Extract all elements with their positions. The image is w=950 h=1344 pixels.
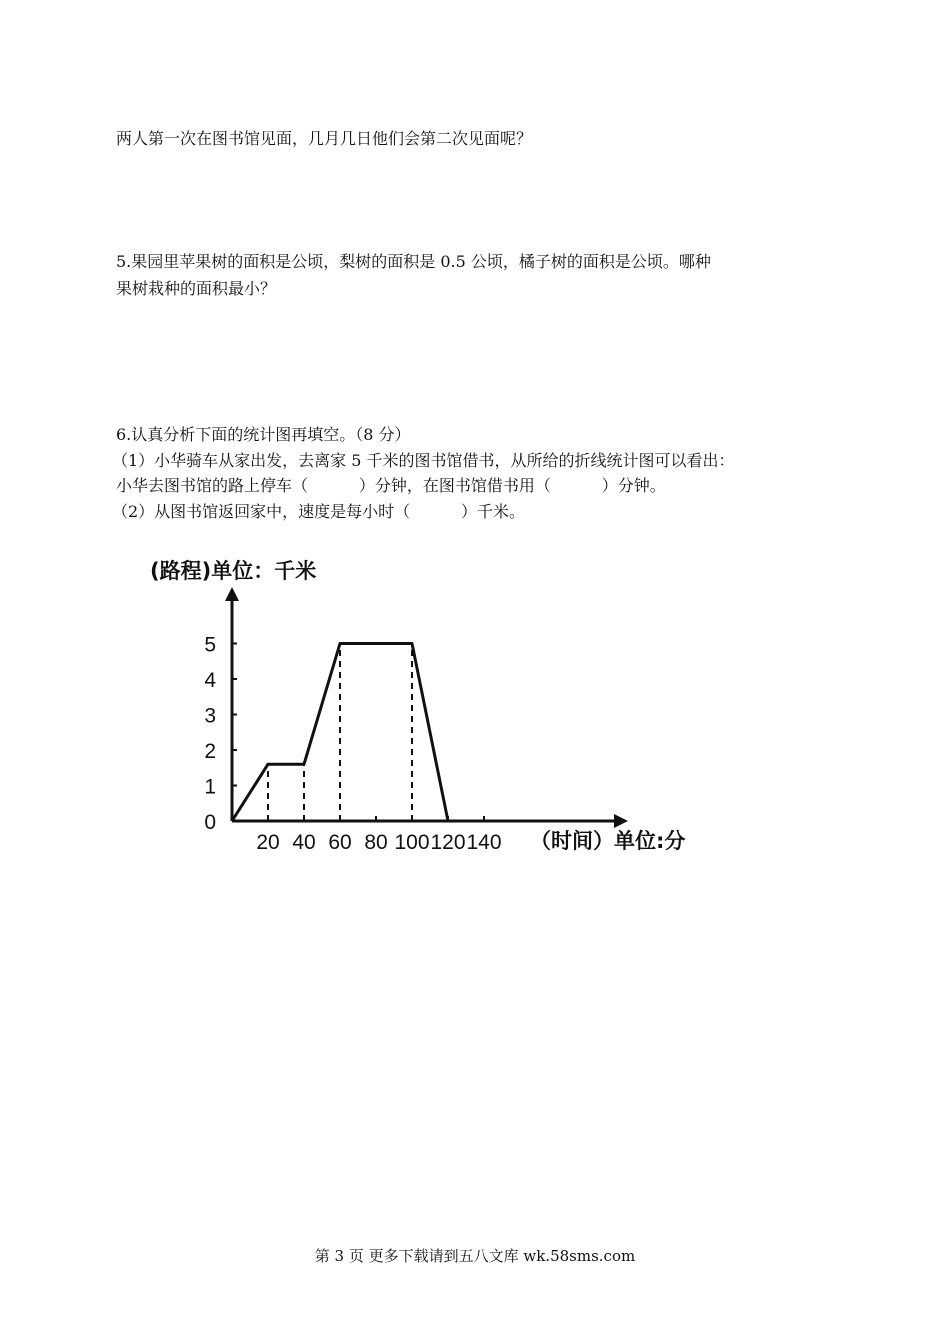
y-tick-label: 0 xyxy=(204,811,216,834)
y-axis-arrow xyxy=(225,587,239,601)
x-tick-label: 40 xyxy=(292,831,316,854)
x-tick-label: 20 xyxy=(256,831,280,854)
y-tick-label: 3 xyxy=(204,704,216,728)
distance-time-chart xyxy=(130,550,750,870)
y-tick-label: 5 xyxy=(204,633,216,657)
q5-line-2: 果树栽种的面积最小？ xyxy=(116,279,277,298)
q4-tail-line: 两人第一次在图书馆见面，几月几日他们会第二次见面呢？ xyxy=(116,129,533,148)
guide-lines xyxy=(268,644,412,822)
x-tick-label: 120 xyxy=(430,831,466,854)
x-tick-label: 80 xyxy=(364,831,388,854)
q6-title: 6.认真分析下面的统计图再填空。（8 分） xyxy=(116,425,411,444)
page-footer: 第 3 页 更多下载请到五八文库 wk.58sms.com xyxy=(314,1247,636,1265)
x-tick-label: 140 xyxy=(466,831,502,854)
q6-part2: （2）从图书馆返回家中，速度是每小时（ ）千米。 xyxy=(112,502,526,521)
x-tick-label: 60 xyxy=(328,831,352,854)
y-tick-label: 1 xyxy=(204,775,216,799)
q6-part1-line-2: 小华去图书馆的路上停车（ ）分钟，在图书馆借书用（ ）分钟。 xyxy=(116,476,666,495)
x-axis-arrow xyxy=(614,814,628,828)
q5-line-1: 5.果园里苹果树的面积是公顷，梨树的面积是 0.5 公顷，橘子树的面积是公顷。哪种 xyxy=(116,252,711,271)
x-axis-label: （时间）单位:分 xyxy=(530,829,686,853)
y-tick-label: 4 xyxy=(204,669,216,692)
y-axis-label: (路程)单位：千米 xyxy=(150,559,317,583)
q6-part1-line-1: （1）小华骑车从家出发，去离家 5 千米的图书馆借书，从所给的折线统计图可以看出： xyxy=(112,451,735,470)
y-tick-label: 2 xyxy=(204,740,216,763)
x-tick-label: 100 xyxy=(394,831,430,854)
